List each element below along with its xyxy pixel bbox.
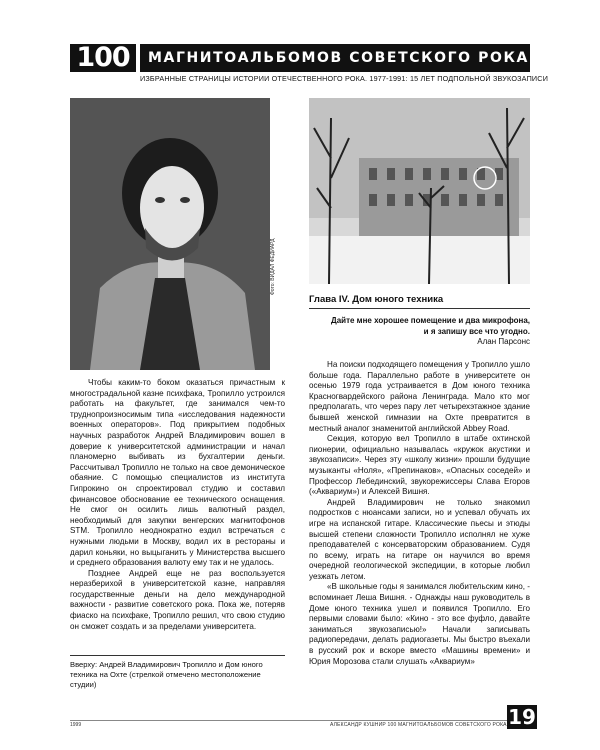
- right-paragraph-2: Секция, которую вел Тропилло в штабе охтинской пионерии, официально называлась «кружок акустики и звукозаписи». Через эту «школу жизни» прошли будущие музыканты «Ноля», «Препинаков», «Опасных соседей» и Профессор Лебединский, звукорежиссеры Слава Егоров («Аквариум») и Алексей Вишня.: [309, 434, 530, 497]
- epigraph: [309, 316, 530, 348]
- header-number: 100: [70, 44, 136, 72]
- epigraph-line-2: и я запишу все что угодно.: [423, 326, 530, 336]
- left-paragraph-1: Чтобы каким-то боком оказаться причастным к многострадальной казне психфака, Тропилло устроился работать на факультет, где занимался чем-то труднопроизносимым типа «исследования надежности военных операторов». Под прикрытием подобных научных разработок Андрей Владимирович вошел в доверие к университетской администрации и начал планомерно выбивать из бухгалтерии деньги. Рассчитывал Тропилло не только на свое демоническое обаяние. С помощью специалистов из института Гипрокино он спроектировал студию и составил финансовое обоснование ее технического оснащения. Не смог он осилить лишь валютный раздел, необходимый для закупки венгерских магнитофонов STM. Тропилло неоднократно ездил встречаться с нужными людьми в Москву, водил их в рестораны и дарил коньяки, но выцыганить у Министерства высшего и среднего образования валюту ему так и не удалось.: [70, 378, 285, 568]
- header-subtitle: ИЗБРАННЫЕ СТРАНИЦЫ ИСТОРИИ ОТЕЧЕСТВЕННОГО РОКА. 1977-1991: 15 ЛЕТ ПОДПОЛЬНОЙ ЗВУКОЗАПИСИ: [140, 74, 549, 83]
- left-paragraph-2: Позднее Андрей еще не раз воспользуется неразберихой в университетской казне, направляя государственные деньги на дело международной важности - развитие советского рока. Пока же, потеряв фиаско на психфаке, Тропилло решил, что свою студию он сможет создать и за пределами университета.: [70, 568, 285, 631]
- page-number: 19: [508, 705, 536, 729]
- building-illustration: [309, 98, 530, 284]
- building-photo: [309, 98, 530, 284]
- right-paragraph-3: Андрей Владимирович не только знакомил подростков с нюансами записи, но и успевал обучать их игре на испанской гитаре. Классические пьесы и этюды высшей степени сложности Тропилло исполнял не хуже преподавателей с консерваторским образованием. Судя по всему, играть на гитаре он научился во время очередной геологической экспедиции, в которые любил уезжать летом.: [309, 497, 530, 581]
- photo-credit: Фото: ВИДАЛ ФЕДИАРД: [270, 238, 276, 295]
- page-header: [70, 42, 549, 88]
- right-column: [309, 360, 530, 667]
- right-paragraph-4: «В школьные годы я занимался любительским кино, - вспоминает Леша Вишня. - Однажды наш руководитель в Доме юного техника ушел и появился Тропилло. Его первыми словами было: «Кино - это все фуфло, давайте заниматься звукозаписью!» Начали записывать радиопередачи, делать радиогазеты. Мы быстро въехали в русский рок и вскоре вместо «Машины времени» и Юрия Морозова стали слушать «Аквариум»: [309, 582, 530, 666]
- right-paragraph-1: На поиски подходящего помещения у Тропилло ушло больше года. Параллельно работе в университете он осенью 1979 года устраивается в Дом юного техника Красногвардейского района Ленинграда. Мало кто мог предполагать, что через пару лет четырехэтажное здание бывшей женской гимназии на Охте превратится в местный аналог знаменитой английской Abbey Road.: [309, 360, 530, 433]
- epigraph-line-1: Дайте мне хорошее помещение и два микрофона,: [331, 316, 530, 325]
- epigraph-author: Алан Парсонс: [477, 337, 530, 346]
- header-title: МАГНИТОАЛЬБОМОВ СОВЕТСКОГО РОКА: [140, 44, 530, 72]
- footer-running-title: АЛЕКСАНДР КУШНИР 100 МАГНИТОАЛЬБОМОВ СОВЕТСКОГО РОКА: [330, 722, 507, 728]
- chapter-rule: [309, 308, 530, 309]
- chapter-title: Глава IV. Дом юного техника: [309, 294, 444, 305]
- footer-rule: [70, 720, 510, 721]
- left-column: [70, 378, 285, 632]
- portrait-illustration: [70, 98, 270, 370]
- footer-left: 1999: [70, 722, 82, 728]
- photo-caption: Вверху: Андрей Владимирович Тропилло и Дом юного техника на Охте (стрелкой отмечено местоположение студии): [70, 655, 285, 690]
- portrait-photo: [70, 98, 270, 370]
